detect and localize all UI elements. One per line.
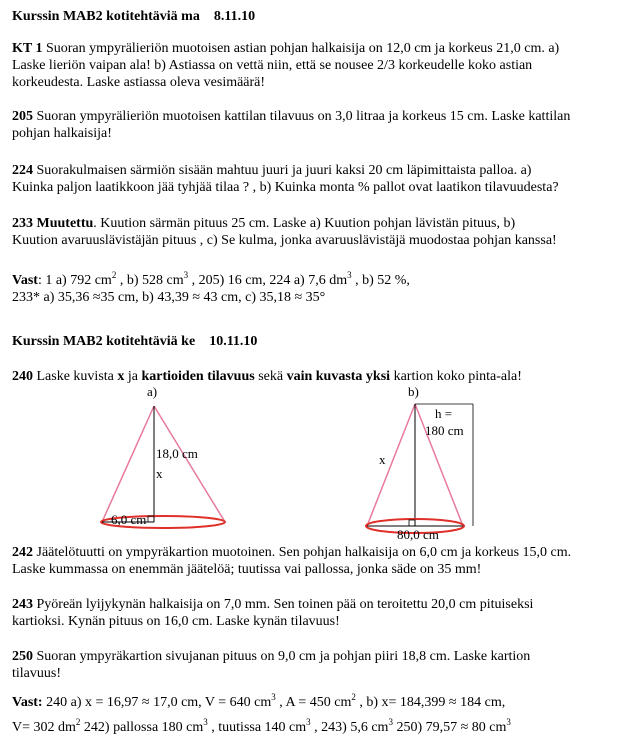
task-240-p2: ja — [124, 369, 142, 384]
cone-figure-a — [95, 384, 235, 534]
task-224-line1 — [12, 162, 531, 179]
task-kt1-line2: Laske lieriön vaipan ala! b) Astiassa on vettä niin, että se nousee 2/3 korkeudelle koko astian — [12, 58, 533, 73]
answers1-a1-sup: 2 — [111, 270, 117, 280]
cone-a-x-label: x — [156, 466, 163, 481]
answers1-a3-sup: 3 — [347, 270, 352, 280]
answers2-l2a-sup: 2 — [75, 717, 81, 727]
section1-header — [12, 8, 255, 25]
answers1-line1 — [12, 272, 410, 289]
answers2-label: Vast: — [12, 695, 43, 710]
task-242-line1 — [12, 544, 571, 561]
task-233-number: 233 Muutettu — [12, 216, 94, 231]
answers2-l1c: , b) x= 184,399 ≈ 184 cm, — [355, 695, 506, 710]
task-205-line2: pohjan halkaisija! — [12, 126, 112, 141]
task-kt1-line3: korkeudesta. Laske astiassa oleva vesimäärä! — [12, 75, 266, 90]
task-240-p3: sekä — [254, 369, 287, 384]
task-224-number: 224 — [12, 163, 33, 178]
task-233-line1 — [12, 215, 515, 232]
task-205-text1: Suoran ympyrälieriön muotoisen kattilan tilavuus on 3,0 litraa ja korkeus 15 cm. Laske kattilan — [33, 109, 571, 124]
answers2-l2e-sup: 3 — [506, 717, 511, 727]
answers2-l2c: , tuutissa 140 cm — [207, 720, 307, 735]
cone-b-label: b) — [408, 384, 419, 399]
answers2-line2 — [12, 719, 511, 736]
cone-a-left-side — [102, 406, 154, 522]
answers2-l1a-sup: 3 — [271, 692, 276, 702]
section1-title: Kurssin MAB2 kotitehtäviä ma — [12, 9, 200, 24]
cone-a-right-side — [154, 406, 225, 522]
task-242-line2: Laske kummassa on enemmän jäätelöä; tuutissa vai pallossa, jonka säde on 35 mm! — [12, 562, 482, 577]
task-250-number: 250 — [12, 649, 33, 664]
task-240-p4: kartion koko pinta-ala! — [390, 369, 522, 384]
answers2-l2d: , 243) 5,6 cm — [310, 720, 389, 735]
task-233-text1: . Kuution särmän pituus 25 cm. Laske a) Kuution pohjan lävistän pituus, b) — [93, 216, 516, 231]
section2-header — [12, 333, 257, 350]
cone-b-diameter-label: 80,0 cm — [397, 527, 439, 542]
answers2-l1b: , A = 450 cm — [275, 695, 352, 710]
task-242-number: 242 — [12, 545, 33, 560]
task-243-text1: Pyöreän lyijykynän halkaisija on 7,0 mm. Sen toinen pää on teroitettu 20,0 cm pituiseksi — [33, 597, 534, 612]
task-240-bold1: kartioiden tilavuus — [141, 369, 255, 384]
task-205-number: 205 — [12, 109, 33, 124]
task-243-number: 243 — [12, 597, 33, 612]
answers2-l2d-sup: 3 — [388, 717, 393, 727]
section2-title: Kurssin MAB2 kotitehtäviä ke — [12, 334, 196, 349]
section1-date: 8.11.10 — [213, 9, 256, 24]
task-233-line2: Kuution avaruuslävistäjän pituus , c) Se kulma, jonka avaruuslävistäjä muodostaa pohjan kanssa! — [12, 233, 557, 248]
task-242-text1: Jäätelötuutti on ympyräkartion muotoinen. Sen pohjan halkaisija on 6,0 cm ja korkeus 15,0 cm. — [33, 545, 572, 560]
answers2-l1a: 240 a) x = 16,97 ≈ 17,0 cm, V = 640 cm — [42, 695, 272, 710]
cone-b-right-angle — [409, 520, 415, 526]
task-205-line1 — [12, 108, 570, 125]
task-kt1-text1: Suoran ympyrälieriön muotoisen astian pohjan halkaisija on 12,0 cm ja korkeus 21,0 cm. a) — [42, 41, 560, 56]
answers2-l2b: 242) pallossa 180 cm — [80, 720, 204, 735]
task-243-line1 — [12, 596, 533, 613]
answers1-a4: , b) 52 %, — [351, 273, 410, 288]
task-kt1-number: KT 1 — [12, 41, 43, 56]
section2-date: 10.11.10 — [209, 334, 258, 349]
answers1-label: Vast — [12, 273, 38, 288]
answers1-line2: 233* a) 35,36 ≈35 cm, b) 43,39 ≈ 43 cm, c) 35,18 ≈ 35° — [12, 290, 326, 305]
task-240-p1: Laske kuvista — [33, 369, 118, 384]
answers2-line1 — [12, 694, 505, 711]
cone-b-h-value: 180 cm — [425, 423, 464, 438]
cone-a-height-label: 18,0 cm — [156, 446, 198, 461]
answers1-a2: , b) 528 cm — [116, 273, 184, 288]
cone-a-label: a) — [147, 384, 158, 399]
answers2-l2e: 250) 79,57 ≈ 80 cm — [392, 720, 507, 735]
answers1-a1: : 1 a) 792 cm — [37, 273, 112, 288]
cone-b-left-side — [367, 404, 415, 526]
task-224-text1: Suorakulmaisen särmiön sisään mahtuu juuri ja juuri kaksi 20 cm läpimittaista palloa. a) — [33, 163, 532, 178]
task-250-line1 — [12, 648, 530, 665]
cone-b-x-label: x — [379, 452, 386, 467]
task-243-line2: kartioksi. Kynän pituus on 16,0 cm. Laske kynän tilavuus! — [12, 614, 340, 629]
answers2-l2a: V= 302 dm — [12, 720, 76, 735]
answers2-l1b-sup: 2 — [351, 692, 356, 702]
task-240-number: 240 — [12, 369, 33, 384]
answers1-a3: , 205) 16 cm, 224 a) 7,6 dm — [188, 273, 348, 288]
answers2-l2c-sup: 3 — [306, 717, 311, 727]
cone-figure-b — [365, 384, 505, 544]
answers2-l2b-sup: 3 — [203, 717, 208, 727]
task-240-x: x — [117, 369, 125, 384]
task-240-line1 — [12, 368, 522, 385]
cone-a-radius-label: 6,0 cm — [111, 512, 147, 527]
task-250-text1: Suoran ympyräkartion sivujanan pituus on 9,0 cm ja pohjan piiri 18,8 cm. Laske kartion — [33, 649, 531, 664]
cone-b-h-label: h = — [435, 406, 453, 421]
task-kt1-line1 — [12, 40, 559, 57]
answers1-a2-sup: 3 — [183, 270, 189, 280]
task-240-bold2: vain kuvasta yksi — [286, 369, 391, 384]
task-250-line2: tilavuus! — [12, 666, 61, 681]
task-224-line2: Kuinka paljon laatikkoon jää tyhjää tilaa ? , b) Kuinka monta % pallot ovat laatikon tilavuudesta? — [12, 180, 559, 195]
